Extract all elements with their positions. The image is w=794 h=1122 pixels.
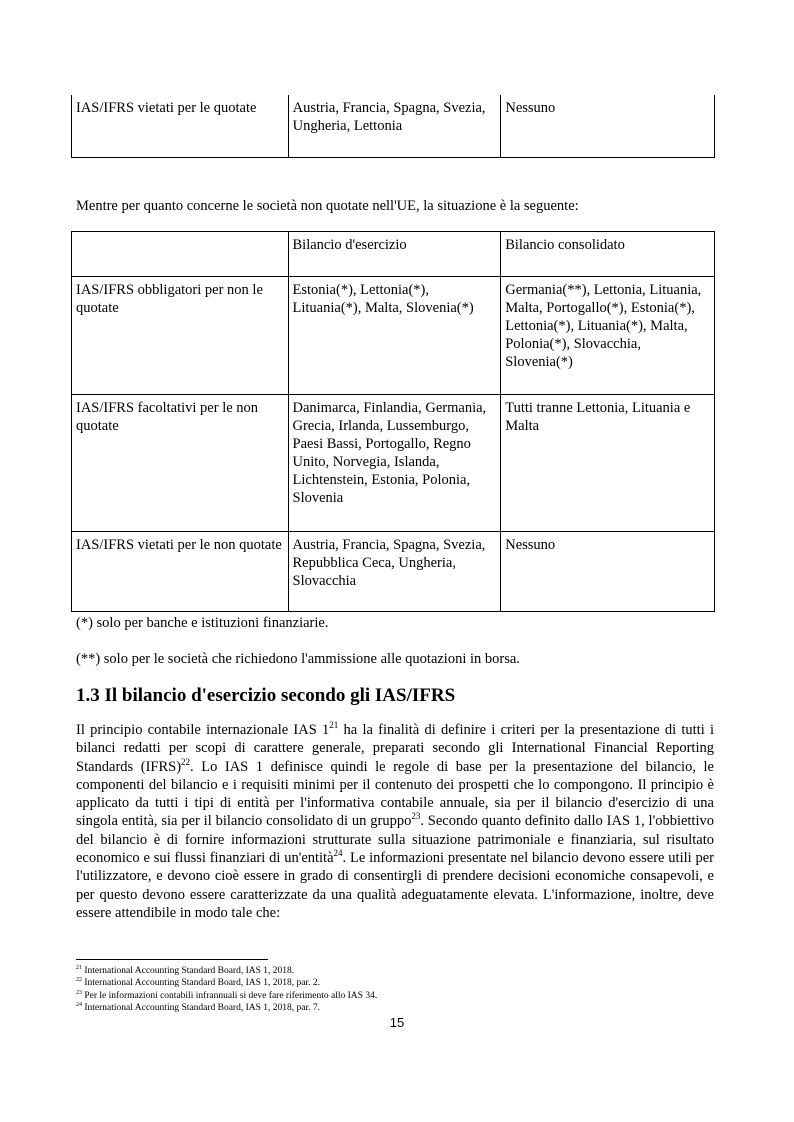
footnote-text: International Accounting Standard Board, IAS 1, 2018. <box>82 966 295 976</box>
footnote-item <box>76 977 377 989</box>
body-text: . Lo IAS 1 definisce quindi le regole di base per la presentazione del bilancio, le componenti del bilancio e i requisiti minimi per il contenuto dei prospetti che lo compongono. Il principio è applicato da tutti i tipi di entità per l'informativa contabile annuale, sia per il bilancio d'esercizio di una singola entità, sia per il bilancio consolidato di un gruppo <box>76 758 714 830</box>
footnote-number: 22 <box>76 977 82 984</box>
footnotes-list <box>76 965 377 1015</box>
note-single-asterisk: (*) solo per banche e istituzioni finanziarie. <box>76 615 329 631</box>
section-heading: 1.3 Il bilancio d'esercizio secondo gli IAS/IFRS <box>76 685 456 706</box>
body-text: . Le informazioni presentate nel bilancio devono essere utili per l'utilizzatore, e devono cioè essere in grado di consentirgli di prendere decisioni economiche consapevoli, e per questo devono essere caratterizzate da una qualità adeguatamente elevata. L'informazione, inoltre, deve essere attendibile in modo tale che: <box>76 850 714 921</box>
footnote-divider <box>76 959 268 960</box>
row-label-cell: IAS/IFRS obbligatori per non le quotate <box>72 277 289 395</box>
header-esercizio: Bilancio d'esercizio <box>288 232 501 277</box>
footnote-item <box>76 990 377 1002</box>
header-blank-cell <box>72 232 289 277</box>
header-consolidato: Bilancio consolidato <box>501 232 715 277</box>
table-row <box>72 95 715 157</box>
esercizio-cell: Austria, Francia, Spagna, Svezia, Repubblica Ceca, Ungheria, Slovacchia <box>288 532 501 612</box>
row-label-cell: IAS/IFRS vietati per le non quotate <box>72 532 289 612</box>
consolidato-cell: Nessuno <box>501 532 715 612</box>
footnote-item <box>76 1002 377 1014</box>
eu-listed-table-continuation <box>71 95 715 158</box>
footnote-text: International Accounting Standard Board, IAS 1, 2018, par. 2. <box>82 978 320 989</box>
footnote-number: 21 <box>76 964 82 971</box>
esercizio-cell: Danimarca, Finlandia, Germania, Grecia, Irlanda, Lussemburgo, Paesi Bassi, Portogallo, Regno Unito, Norvegia, Islanda, Lichtenstein, Estonia, Polonia, Slovenia <box>288 395 501 532</box>
esercizio-cell: Austria, Francia, Spagna, Svezia, Ungheria, Lettonia <box>288 95 501 157</box>
table-header-row <box>72 232 715 277</box>
note-double-asterisk: (**) solo per le società che richiedono l'ammissione alle quotazioni in borsa. <box>76 651 520 667</box>
footnote-ref-21[interactable]: 21 <box>329 720 339 731</box>
footnote-text: International Accounting Standard Board, IAS 1, 2018, par. 7. <box>82 1003 320 1014</box>
body-text: Il principio contabile internazionale IAS 1 <box>76 722 330 738</box>
footnote-ref-23[interactable]: 23 <box>411 811 421 822</box>
footnote-item <box>76 965 377 977</box>
body-text: ha la finalità di definire i criteri per la presentazione di tutti i bilanci redatti per scopi di carattere generale, preparati secondo gli International Financial Reporting Standards (IFRS) <box>76 722 714 775</box>
intro-paragraph: Mentre per quanto concerne le società non quotate nell'UE, la situazione è la seguente: <box>76 198 579 214</box>
consolidato-cell: Nessuno <box>501 95 715 157</box>
footnote-ref-24[interactable]: 24 <box>333 848 343 859</box>
table-row <box>72 277 715 395</box>
table-row <box>72 532 715 612</box>
esercizio-cell: Estonia(*), Lettonia(*), Lituania(*), Malta, Slovenia(*) <box>288 277 501 395</box>
page-number: 15 <box>389 1015 405 1030</box>
consolidato-cell: Germania(**), Lettonia, Lituania, Malta, Portogallo(*), Estonia(*), Lettonia(*), Lituania(*), Malta, Polonia(*), Slovacchia, Slovenia(*) <box>501 277 715 395</box>
row-label-cell: IAS/IFRS facoltativi per le non quotate <box>72 395 289 532</box>
footnote-number: 24 <box>76 1002 82 1009</box>
body-paragraph <box>76 721 714 922</box>
consolidato-cell: Tutti tranne Lettonia, Lituania e Malta <box>501 395 715 532</box>
footnote-ref-22[interactable]: 22 <box>181 756 191 767</box>
footnote-number: 23 <box>76 989 82 996</box>
row-label-cell: IAS/IFRS vietati per le quotate <box>72 95 289 157</box>
eu-unlisted-table <box>71 231 715 612</box>
footnote-text: Per le informazioni contabili infrannuali si deve fare riferimento allo IAS 34. <box>82 990 378 1001</box>
table-row <box>72 395 715 532</box>
body-text: . Secondo quanto definito dallo IAS 1, l'obbiettivo del bilancio è di fornire informazioni strutturate sulla situazione patrimoniale e finanziaria, sul risultato economico e sui flussi finanziari di un'entità <box>76 813 714 867</box>
